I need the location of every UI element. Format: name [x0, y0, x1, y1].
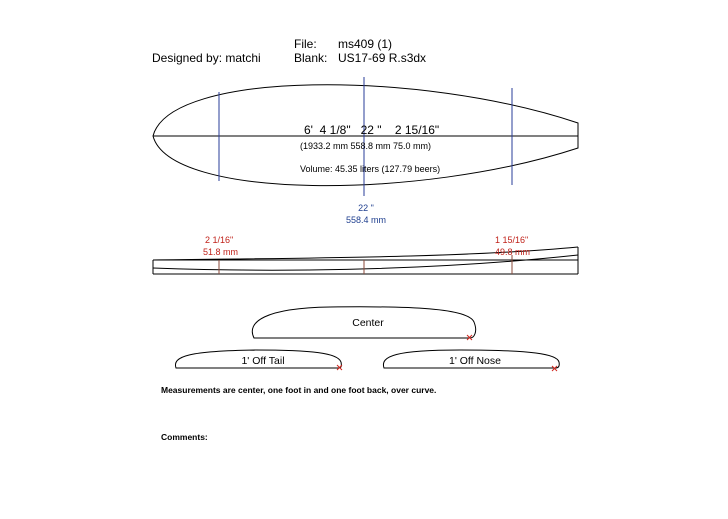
dimensions-metric: (1933.2 mm 558.8 mm 75.0 mm)	[300, 141, 432, 151]
width-imperial: 22 "	[358, 203, 374, 213]
tail-rocker-imperial: 2 1/16"	[205, 235, 234, 245]
slice-nose-label: 1' Off Nose	[448, 355, 501, 367]
nose-rocker-imperial: 1 15/16"	[495, 235, 529, 245]
tail-rocker-metric: 51.8 mm	[203, 247, 239, 257]
blank-label: Blank:	[294, 51, 328, 65]
designer-label: Designed by: matchi	[152, 51, 261, 65]
measurements-note: Measurements are center, one foot in and one foot back, over curve.	[161, 385, 437, 395]
width-metric: 558.4 mm	[345, 215, 387, 225]
slice-tail-label: 1' Off Tail	[241, 355, 285, 367]
blank-value: US17-69 R.s3dx	[338, 51, 427, 65]
comments-label: Comments:	[161, 432, 208, 442]
volume-text: Volume: 45.35 liters (127.79 beers)	[300, 164, 441, 174]
file-value: ms409 (1)	[338, 37, 393, 51]
dimensions-imperial: 6' 4 1/8" 22 " 2 15/16"	[304, 123, 440, 137]
slice-center-label: Center	[352, 317, 384, 329]
file-label: File:	[294, 37, 317, 51]
nose-rocker-metric: 49.8 mm	[495, 247, 531, 257]
